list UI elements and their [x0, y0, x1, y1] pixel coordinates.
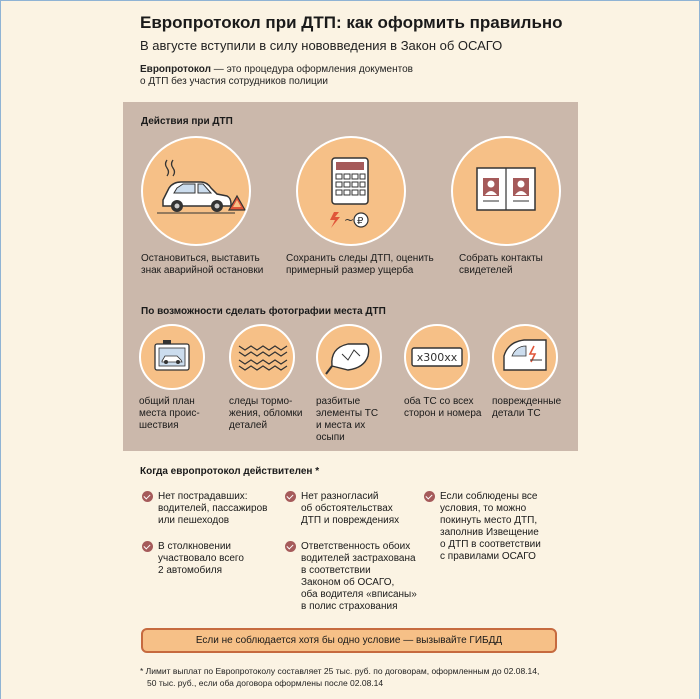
condition-5	[424, 491, 564, 563]
photo-caption-3-line3: и места их осыпи	[316, 420, 366, 443]
condition-3-line1: Нет разногласий	[301, 491, 379, 502]
photo-caption-2	[229, 396, 309, 432]
photo-caption-2-line3: деталей	[229, 420, 268, 431]
photo-caption-4-line1: оба ТС со всех	[404, 396, 474, 407]
footnote	[140, 665, 539, 689]
camera-car-icon	[139, 324, 205, 390]
action-caption-1-line2: знак аварийной остановки	[141, 265, 264, 276]
action-caption-2	[286, 253, 434, 277]
calculator-icon	[296, 136, 406, 246]
condition-2	[142, 541, 282, 577]
car-warning-icon	[141, 136, 251, 246]
plate-text: x300xx	[416, 351, 458, 364]
photo-caption-4-line2: сторон и номера	[404, 408, 482, 419]
action-caption-3	[459, 253, 543, 277]
condition-2-line2: участвовало всего	[158, 553, 244, 564]
intro-definition	[140, 64, 440, 88]
actions-heading: Действия при ДТП	[141, 116, 233, 127]
photo-caption-3	[316, 396, 396, 444]
footnote-line1: * Лимит выплат по Европротоколу составляет 25 тыс. руб. по договорам, оформленным до 02.08.14,	[140, 666, 540, 676]
condition-4-line2: водителей застрахована	[301, 553, 416, 564]
photo-caption-1-line1: общий план	[139, 396, 195, 407]
action-caption-1	[141, 253, 263, 277]
license-plate-icon	[404, 324, 470, 390]
action-caption-2-line1: Сохранить следы ДТП, оценить	[286, 253, 434, 264]
passport-icon	[451, 136, 561, 246]
left-border	[0, 0, 1, 699]
condition-5-line4: заполнив Извещение	[440, 527, 539, 538]
footnote-line2: 50 тыс. руб., если оба договора оформлены после 02.08.14	[147, 678, 384, 688]
condition-3	[285, 491, 425, 527]
check-icon	[142, 491, 153, 502]
intro-rest: — это процедура оформления документов	[211, 64, 413, 75]
svg-text:₽: ₽	[357, 216, 364, 227]
action-caption-3-line1: Собрать контакты	[459, 253, 543, 264]
photo-caption-1	[139, 396, 219, 432]
condition-2-line3: 2 автомобиля	[158, 565, 223, 576]
svg-text:~: ~	[344, 213, 355, 227]
condition-5-line2: условия, то можно	[440, 503, 527, 514]
conditions-heading: Когда европротокол действителен *	[140, 466, 320, 477]
condition-2-line1: В столкновении	[158, 541, 232, 552]
photo-caption-1-line3: шествия	[139, 420, 179, 431]
condition-4-line4: Законом об ОСАГО,	[301, 577, 395, 588]
photo-caption-3-line1: разбитые	[316, 396, 361, 407]
photo-caption-3-line2: элементы ТС	[316, 408, 379, 419]
photos-heading: По возможности сделать фотографии места ДТП	[141, 306, 386, 317]
action-caption-1-line1: Остановиться, выставить	[141, 253, 260, 264]
broken-mirror-icon	[316, 324, 382, 390]
condition-1	[142, 491, 282, 527]
intro-line2: о ДТП без участия сотрудников полиции	[140, 76, 328, 87]
condition-1-line2: водителей, пассажиров	[158, 503, 268, 514]
tire-tracks-icon	[229, 324, 295, 390]
top-border	[0, 0, 700, 1]
condition-4-line1: Ответственность обоих	[301, 541, 411, 552]
action-caption-2-line2: примерный размер ущерба	[286, 265, 414, 276]
check-icon	[285, 491, 296, 502]
condition-5-line5: о ДТП в соответствии	[440, 539, 541, 550]
call-police-banner: Если не соблюдается хотя бы одно условие — вызывайте ГИБДД	[141, 628, 557, 653]
photo-caption-4	[404, 396, 484, 420]
check-icon	[285, 541, 296, 552]
photo-caption-2-line2: жения, обломки	[229, 408, 303, 419]
photo-caption-5-line1: поврежденные	[492, 396, 562, 407]
photo-caption-2-line1: следы тормо-	[229, 396, 293, 407]
condition-5-line1: Если соблюдены все	[440, 491, 538, 502]
condition-4-line3: в соответствии	[301, 565, 371, 576]
check-icon	[424, 491, 435, 502]
photo-caption-5-line2: детали ТС	[492, 408, 541, 419]
condition-4-line5: оба водителя «вписаны»	[301, 589, 417, 600]
condition-4	[285, 541, 425, 613]
page-title: Европротокол при ДТП: как оформить правильно	[140, 13, 563, 32]
condition-3-line2: об обстоятельствах	[301, 503, 393, 514]
condition-5-line3: покинуть место ДТП,	[440, 515, 538, 526]
check-icon	[142, 541, 153, 552]
photo-caption-5	[492, 396, 572, 420]
condition-5-line6: с правилами ОСАГО	[440, 551, 536, 562]
condition-3-line3: ДТП и повреждениях	[301, 515, 400, 526]
action-caption-3-line2: свидетелей	[459, 265, 513, 276]
condition-4-line6: в полис страхования	[301, 601, 398, 612]
condition-1-line1: Нет пострадавших:	[158, 491, 248, 502]
photo-caption-1-line2: места проис-	[139, 408, 200, 419]
damaged-part-icon	[492, 324, 558, 390]
condition-1-line3: или пешеходов	[158, 515, 230, 526]
intro-term: Европротокол	[140, 64, 212, 75]
page-subtitle: В августе вступили в силу нововведения в Закон об ОСАГО	[140, 38, 503, 53]
